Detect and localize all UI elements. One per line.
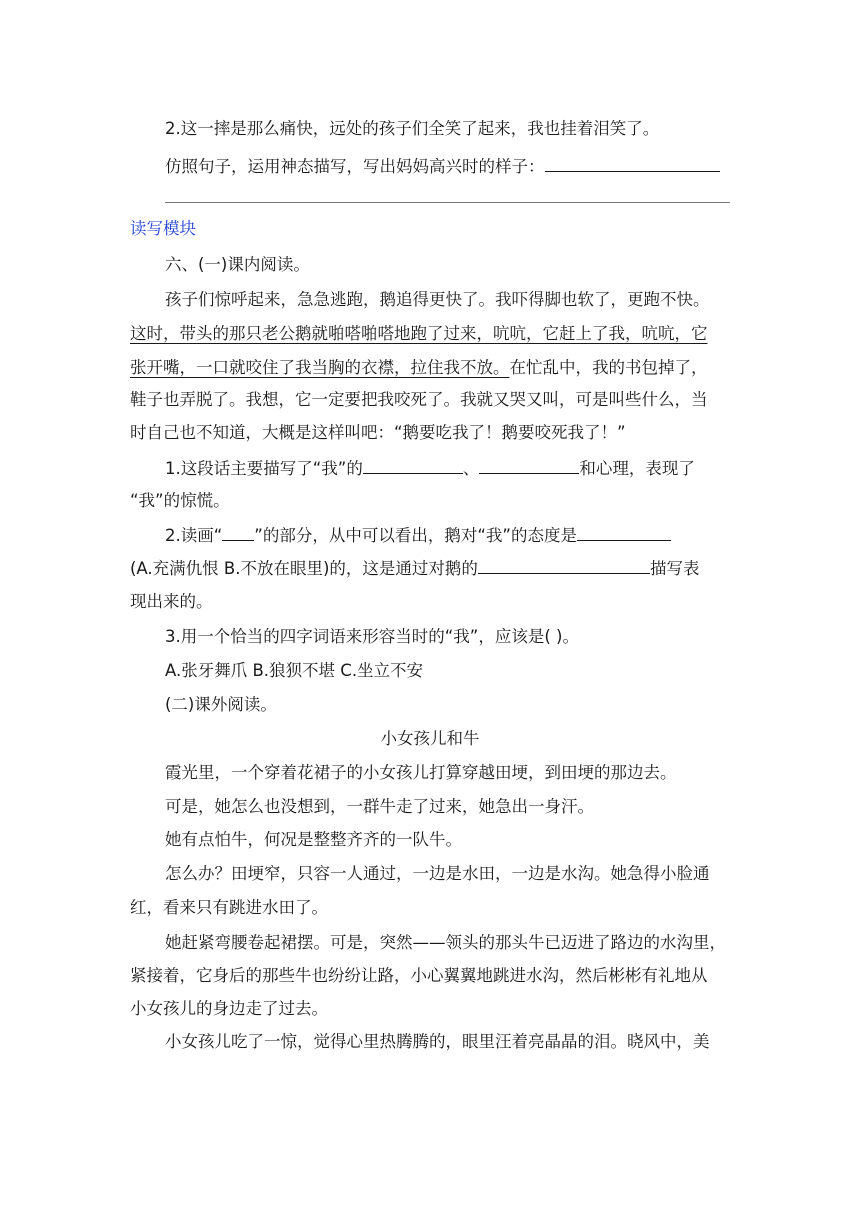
q2-text: ”的部分，从中可以看出，鹅对“我”的态度是 (254, 526, 577, 545)
passage-text: 在忙乱中，我的书包掉了， (509, 358, 708, 377)
answer-blank[interactable] (479, 457, 579, 474)
question-1-cont: “我”的惊慌。 (130, 491, 230, 510)
story-paragraph-cont: 红，看来只有跳进水田了。 (130, 898, 328, 917)
q2-prompt (165, 155, 765, 179)
q2-options: (A.充满仇恨 B.不放在眼里)的，这是通过对鹅的 (130, 559, 478, 578)
answer-blank[interactable] (222, 524, 254, 541)
story-paragraph: 可是，她怎么也没想到，一群牛走了过来，她急出一身汗。 (165, 797, 594, 816)
passage-line (130, 356, 730, 380)
q1-text: 1.这段话主要描写了“我”的 (165, 459, 363, 478)
passage-line: 时自己也不知道，大概是这样叫吧：“鹅要吃我了！鹅要咬死我了！” (130, 423, 626, 442)
answer-line[interactable] (165, 202, 730, 203)
question-2-cont (130, 557, 730, 581)
answer-blank[interactable] (577, 524, 671, 541)
story-paragraph: 霞光里，一个穿着花裙子的小女孩儿打算穿越田埂，到田埂的那边去。 (165, 763, 677, 782)
question-3: 3.用一个恰当的四字词语来形容当时的“我”，应该是( )。 (165, 627, 579, 646)
story-title: 小女孩儿和牛 (380, 729, 480, 748)
module-title: 读写模块 (130, 219, 196, 238)
q2-text: 2.读画“ (165, 526, 223, 545)
part6-heading: 六、(一)课内阅读。 (165, 255, 310, 274)
q2-sentence: 2.这一摔是那么痛快，远处的孩子们全笑了起来，我也挂着泪笑了。 (165, 119, 660, 138)
part2-heading: (二)课外阅读。 (165, 695, 277, 714)
answer-blank[interactable] (545, 155, 720, 172)
q1-separator: 、 (462, 459, 480, 478)
underlined-text: 张开嘴，一口就咬住了我当胸的衣襟，拉住我不放。 (130, 358, 510, 377)
story-paragraph-cont: 小女孩儿的身边走了过去。 (130, 999, 328, 1018)
q2-prompt-text: 仿照句子，运用神态描写，写出妈妈高兴时的样子： (165, 157, 545, 176)
q2-tail: 描写表 (649, 559, 700, 578)
story-paragraph-cont: 紧接着，它身后的那些牛也纷纷让路，小心翼翼地跳进水沟，然后彬彬有礼地从 (130, 966, 708, 985)
story-paragraph: 她赶紧弯腰卷起裙摆。可是，突然——领头的那头牛已迈进了路边的水沟里， (165, 933, 726, 952)
story-paragraph: 她有点怕牛，何况是整整齐齐的一队牛。 (165, 830, 462, 849)
passage-line-underlined (130, 322, 730, 346)
answer-blank[interactable] (363, 457, 463, 474)
underlined-text: 这时，带头的那只老公鹅就啪嗒啪嗒地跑了过来，吭吭，它赶上了我，吭吭，它 (130, 324, 708, 343)
passage-line: 孩子们惊呼起来，急急逃跑，鹅追得更快了。我吓得脚也软了，更跑不快。 (165, 290, 710, 309)
passage-line: 鞋子也弄脱了。我想，它一定要把我咬死了。我就又哭又叫，可是叫些什么，当 (130, 390, 708, 409)
q1-text: 和心理，表现了 (579, 459, 695, 478)
answer-blank[interactable] (478, 557, 650, 574)
question-1 (165, 457, 765, 481)
story-paragraph: 小女孩儿吃了一惊，觉得心里热腾腾的，眼里汪着亮晶晶的泪。晓风中，美 (165, 1032, 710, 1051)
question-2 (165, 524, 765, 548)
question-3-options: A.张牙舞爪 B.狼狈不堪 C.坐立不安 (165, 661, 424, 680)
story-paragraph: 怎么办？田埂窄，只容一人通过，一边是水田，一边是水沟。她急得小脸通 (165, 864, 710, 883)
question-2-cont: 现出来的。 (130, 592, 213, 611)
